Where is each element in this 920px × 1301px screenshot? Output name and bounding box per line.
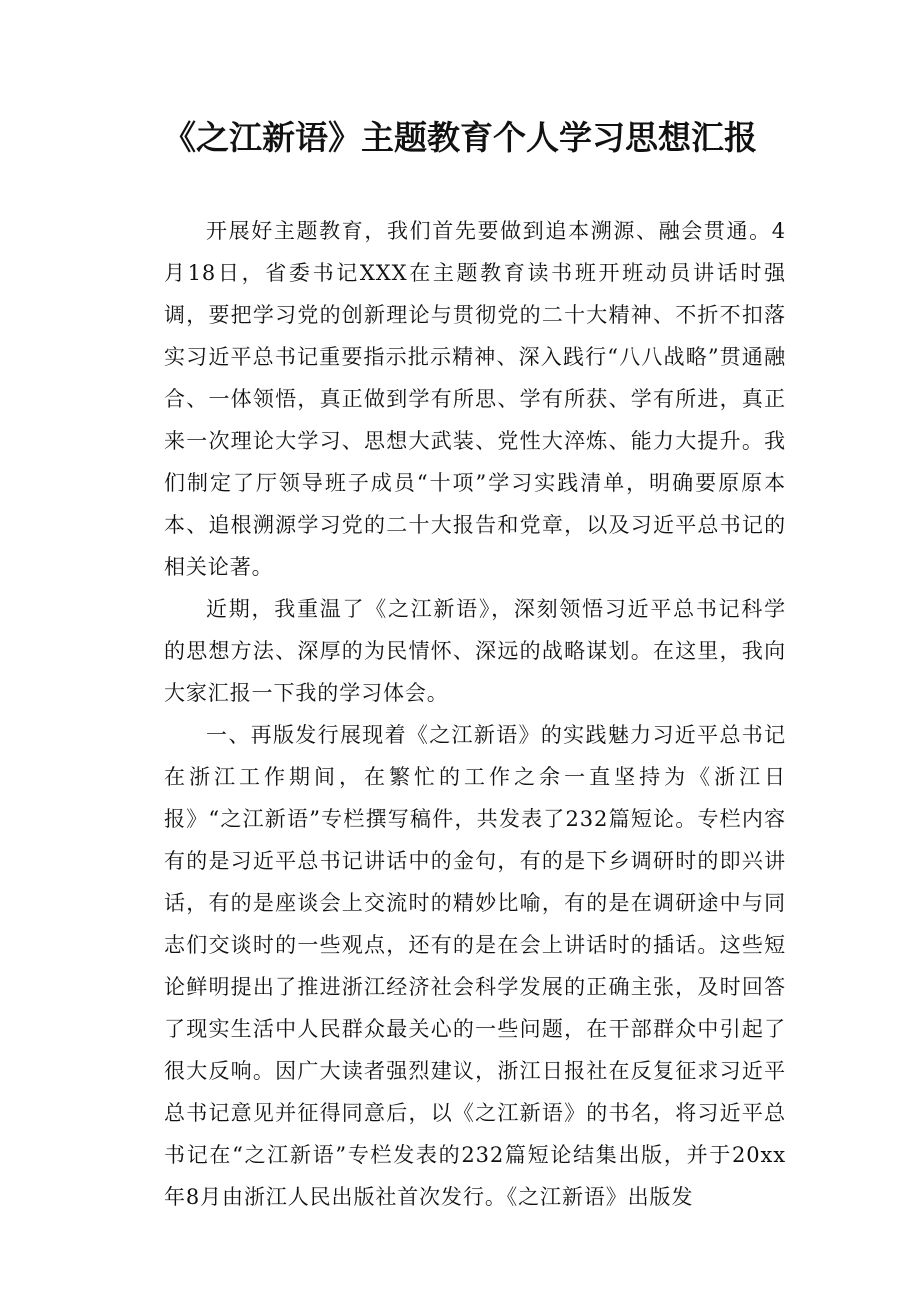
document-title: 《之江新语》主题教育个人学习思想汇报 xyxy=(163,118,757,157)
paragraph-section-one: 一、再版发行展现着《之江新语》的实践魅力习近平总书记在浙江工作期间，在繁忙的工作之余一直坚持为《浙江日报》“之江新语”专栏撰写稿件，共发表了232篇短论。专栏内容有的是习近平总书记讲话中的金句，有的是下乡调研时的即兴讲话，有的是座谈会上交流时的精妙比喻，有的是在调研途中与同志们交谈时的一些观点，还有的是在会上讲话时的插话。这些短论鲜明提出了推进浙江经济社会科学发展的正确主张，及时回答了现实生活中人民群众最关心的一些问题，在干部群众中引起了很大反响。因广大读者强烈建议，浙江日报社在反复征求习近平总书记意见并征得同意后，以《之江新语》的书名，将习近平总书记在“之江新语”专栏发表的232篇短论结集出版，并于20xx年8月由浙江人民出版社首次发行。《之江新语》出版发 xyxy=(164,723,786,1209)
paragraph-intro: 开展好主题教育，我们首先要做到追本溯源、融会贯通。4月18日，省委书记XXX在主题教育读书班开班动员讲话时强调，要把学习党的创新理论与贯彻党的二十大精神、不折不扣落实习近平总书记重要指示批示精神、深入践行“八八战略”贯通融合、一体领悟，真正做到学有所思、学有所获、学有所进，真正来一次理论大学习、思想大武装、党性大淬炼、能力大提升。我们制定了厅领导班子成员“十项”学习实践清单，明确要原原本本、追根溯源学习党的二十大报告和党章，以及习近平总书记的相关论著。 xyxy=(164,219,786,579)
paragraph-review: 近期，我重温了《之江新语》，深刻领悟习近平总书记科学的思想方法、深厚的为民情怀、深远的战略谋划。在这里，我向大家汇报一下我的学习体会。 xyxy=(164,597,786,705)
document-body xyxy=(164,210,786,1218)
